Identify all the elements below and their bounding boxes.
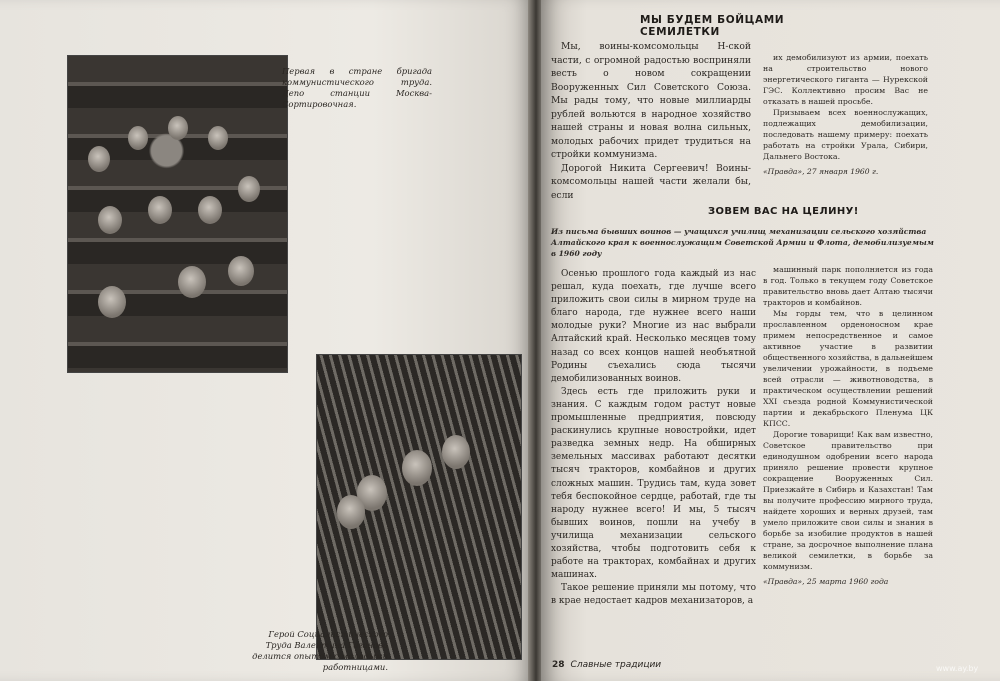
brigade-photo — [67, 55, 288, 373]
article2-column-right — [763, 264, 933, 587]
article2-column-left — [551, 268, 756, 608]
paragraph: машинный парк пополняется из года в год. Только в текущем году Советское правительство вновь дает Алтаю тысячи тракторов и комбайнов. — [763, 265, 933, 307]
article1-column-left — [551, 40, 751, 202]
paragraph: Мы, воины-комсомольцы Н-ской части, с огромной радостью восприняли весть о новом сокращении Вооруженных Сил Советского Союза. Мы рады тому, что новые миллиарды рублей вольются в народное хозяйство нашей страны и новая волна сильных, молодых рабочих придет трудиться на стройки коммунизма. — [551, 41, 751, 160]
weavers-photo — [316, 354, 522, 660]
page-folio — [552, 660, 661, 670]
article2-source: «Правда», 25 марта 1960 года — [763, 577, 889, 586]
paragraph: Такое решение приняли мы потому, что в крае недостает кадров механизаторов, а — [551, 583, 756, 607]
brigade-photo-caption: Первая в стране бригада коммунистического труда. Депо станции Москва-Сортировочная. — [282, 66, 432, 109]
paragraph: Призываем всех военнослужащих, подлежащих демобилизации, последовать нашему примеру: поехать работать на стройки Урала, Сибири, Дальнего Востока. — [763, 108, 928, 161]
article1-title: МЫ БУДЕМ БОЙЦАМИ СЕМИЛЕТКИ — [640, 14, 785, 38]
paragraph: Дорогие товарищи! Как вам известно, Советское правительство при единодушном одобрении всего народа приняло решение провести крупное сокращение Вооруженных Сил. Приезжайте в Сибирь и Казахстан! Там вы получите профессию мирного труда, найдете хороших и верных друзей, там умело приложите свои силы и знания в борьбе за изобилие продуктов в нашей стране, за досрочное выполнение плана великой семилетки, в борьбе за коммунизм. — [763, 430, 933, 571]
paragraph: их демобилизуют из армии, поехать на строительство нового энергетического гиганта — Нурекской ГЭС. Коллективно просим Вас не отказать в нашей просьбе. — [763, 53, 928, 106]
weavers-photo-caption: Герой Социалистического Труда Валентина Гаганова делится опытом с молодыми работницами. — [252, 629, 388, 672]
paragraph: Мы горды тем, что в целинном прославленном орденоносном крае примем непосредственное и самое активное участие в развитии общественного хозяйства, в дальнейшем увеличении урожайности, в подъеме всей отрасли — животноводства, в практическом осуществлении решений XXI съезда родной Коммунистической партии и декабрьского Пленума ЦК КПСС. — [763, 309, 933, 428]
article2-subtitle: Из письма бывших воинов — учащихся училищ механизации сельского хозяйства Алтайского края к военнослужащим Советской Армии и Флота, демобилизуемым в 1960 году — [551, 227, 934, 258]
page-number: 28 — [552, 660, 565, 670]
article1-column-right — [763, 52, 928, 177]
article2-title: ЗОВЕМ ВАС НА ЦЕЛИНУ! — [708, 206, 859, 217]
paragraph: Здесь есть где приложить руки и знания. С каждым годом растут новые промышленные предприятия, повсюду раскинулись крупные новостройки, идет разведка земных недр. На обширных земельных массивах работают десятки тысяч тракторов, комбайнов и других сложных машин. Трудись там, куда зовет тебя беспокойное сердце, работай, где ты народу нужнее всего! И мы, 5 тысяч бывших воинов, пошли на учебу в училища механизации сельского хозяйства, чтобы подготовить себя к работе на тракторах, комбайнах и других машинах. — [551, 386, 756, 581]
paragraph: Осенью прошлого года каждый из нас решал, куда поехать, где лучше всего приложить свои силы в мирном труде на благо народа, где нужнее всего наши молодые руки? Многие из нас выбрали Алтайский край. Несколько месяцев тому назад со всех концов нашей необъятной Родины съехались сюда тысячи демобилизованных воинов. — [551, 269, 756, 384]
article1-source: «Правда», 27 января 1960 г. — [763, 167, 879, 176]
running-title: Славные традиции — [570, 660, 662, 670]
paragraph: Дорогой Никита Сергеевич! Воины-комсомольцы нашей части желали бы, если — [551, 162, 751, 201]
watermark: www.ay.by — [936, 664, 979, 673]
